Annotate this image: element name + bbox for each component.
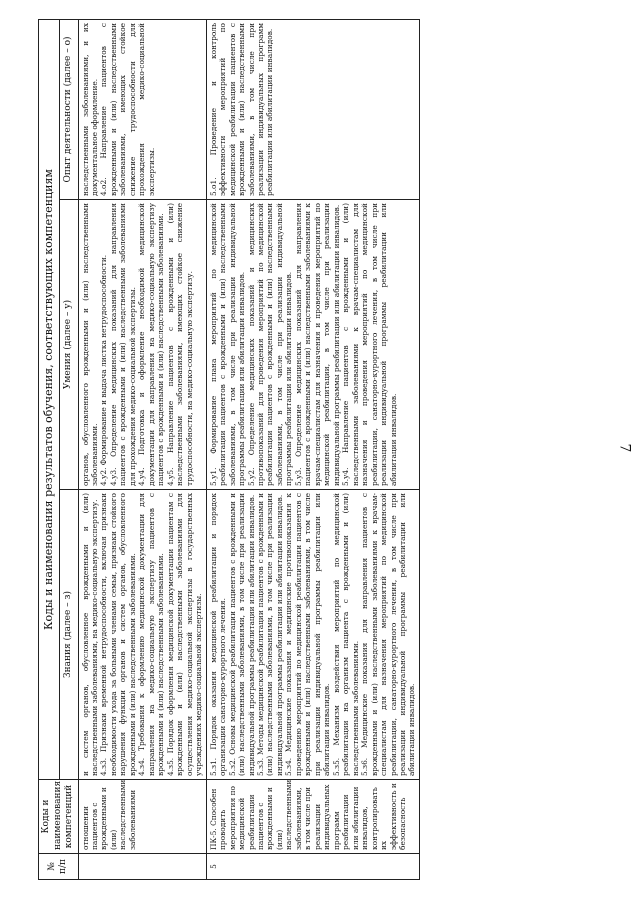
competency-table	[38, 19, 420, 880]
knowledge-item: 5.з3. Методы медицинской реабилитации пациентов с врожденными и (или) наследственными заболеваниями, в том числе при реализации индивидуальной программы реабилитации или абилитации инвалидов.	[255, 493, 284, 776]
page-number: 7	[616, 443, 633, 453]
skill-item: 4.у5. Направление пациентов с врожденными и (или) наследственными заболеваниями, имеющих стойкое снижение трудоспособности, на медико-социальную экспертизу.	[165, 203, 194, 486]
skill-item: 5.у3. Определение медицинских показаний для направления пациентов с врожденными и (или) наследственными заболеваниями к врачам-специалистам для назначения и проведения мероприятий по медицинской реабилитации, в том числе при реализации индивидуальной программы реабилитации или абилитации инвалидов.	[293, 203, 341, 486]
header-results: Коды и наименования результатов обучения, соответствующих компетенциям	[39, 19, 60, 779]
knowledge-item: 5.з1. Порядок оказания медицинской реабилитации и порядок организации санаторно-курортного лечения.	[208, 493, 228, 776]
header-experience: Опыт деятельности (далее – о)	[60, 19, 78, 199]
competency-cell: ПК-5. Способен проводить мероприятия по медицинской реабилитации пациентов с врожденными и (или) наследственными заболеваниями, в том числе при реализации индивидуальных программ реабилитации или абилитации инвалидов, контролировать их эффективность и безопасность	[206, 780, 419, 854]
knowledge-item: 4.з3. Признаки временной нетрудоспособности, включая признаки необходимости ухода за больными членами семьи, признаки стойкого нарушения функции органов и систем органов, обусловленного врожденными и (или) наследственными заболеваниями.	[99, 493, 137, 776]
skill-item: 5.у1. Формирование плана мероприятий по медицинской реабилитации пациентов с врожденными и (или) наследственными заболеваниями, в том числе при реализации индивидуальной программы реабилитации или абилитации инвалидов.	[208, 203, 247, 486]
header-knowledge: Знания (далее – з)	[60, 490, 78, 780]
table-row	[206, 19, 419, 879]
knowledge-item: и систем органов, обусловленное врожденными и (или) наследственными заболеваниями, на медико-социальную экспертизу.	[80, 493, 100, 776]
experience-item: 4.о2. Направление пациентов с врожденными и (или) наследственными заболеваниями, имеющих стойкое снижение трудоспособности для прохождения медико-социальной экспертизы.	[99, 22, 156, 196]
knowledge-item: 5.з4. Медицинские показания и медицинские противопоказания к проведению мероприятий по медицинской реабилитации пациентов с врожденными и (или) наследственными заболеваниями, в том числе при реализации индивидуальной программы реабилитации или абилитации инвалидов.	[284, 493, 332, 776]
experience-item: наследственными заболеваниями, и их документальное оформление.	[80, 22, 100, 196]
header-skills: Умения (далее – у)	[60, 200, 78, 490]
table-row	[78, 19, 206, 879]
knowledge-item: 5.з2. Основы медицинской реабилитации пациентов с врожденными и (или) наследственными заболеваниями, в том числе при реализации индивидуальной программы реабилитации или абилитации инвалидов.	[227, 493, 256, 776]
row-number	[78, 854, 206, 880]
knowledge-cell	[78, 490, 206, 780]
experience-cell	[206, 19, 419, 199]
knowledge-cell	[206, 490, 419, 780]
skill-item: органов, обусловленного врожденными и (или) наследственными заболеваниями.	[80, 203, 100, 486]
skills-cell	[78, 200, 206, 490]
knowledge-item: 4.з4. Требования к оформлению медицинской документации для направления на медико-социальную экспертизу пациентов с врожденными и (или) наследственными заболеваниями.	[137, 493, 166, 776]
experience-item: 5.о1. Проведение и контроль эффективности мероприятий по медицинской реабилитации пациентов с врожденными и (или) наследственными заболеваниями, в том числе при реализации индивидуальных программ реабилитации или абилитации инвалидов.	[208, 22, 275, 196]
header-codes: Коды и наименования компетенций	[39, 780, 79, 854]
row-number: 5	[206, 854, 419, 880]
skill-item: 4.у4. Подготовка и оформление необходимой медицинской документации для направления на медико-социальную экспертизу пациентов с врожденными и (или) наследственными заболеваниями.	[137, 203, 166, 486]
skill-item: 4.у2. Формирование и выдача листка нетрудоспособности.	[99, 254, 109, 486]
skill-item: 5.у2. Определение медицинских показаний и медицинских противопоказаний для проведения мероприятий по медицинской реабилитации пациентов с врожденными и (или) наследственными заболеваниями, в том числе при реализации индивидуальной программы реабилитации или абилитации инвалидов.	[246, 203, 294, 486]
competency-cell: отношении пациентов с врожденными и (или) наследственными заболеваниями	[78, 780, 206, 854]
rotated-table-sheet	[38, 20, 610, 880]
knowledge-item: 5.з6. Медицинские показания для направления пациентов с врожденными и (или) наследственными заболеваниями к врачам-специалистам для назначения мероприятий по медицинской реабилитации, санаторно-курортного лечения, в том числе при реализации индивидуальной программы реабилитации или абилитации инвалидов.	[360, 493, 417, 776]
skill-item: 4.у3. Определение медицинских показаний для направления пациентов с врожденными и (или) наследственными заболеваниями для прохождения медико-социальной экспертизы.	[108, 203, 137, 486]
experience-cell	[78, 19, 206, 199]
header-num: № п/п	[39, 854, 79, 880]
skills-cell	[206, 200, 419, 490]
knowledge-item: 4.з5. Порядок оформления медицинской документации пациентам с врожденными и (или) наследственными заболеваниями для осуществления медико-социальной экспертизы в государственных учреждениях медико-социальной экспертизы.	[165, 493, 204, 776]
knowledge-item: 5.з5. Механизм воздействия мероприятий по медицинской реабилитации на организм пациента с врожденными и (или) наследственными заболеваниями.	[331, 493, 360, 776]
skill-item: 5.у4. Направление пациентов с врожденными и (или) наследственными заболеваниями к врачам-специалистам для назначения и проведения мероприятий по медицинской реабилитации, санаторно-курортного лечения, в том числе при реализации индивидуальной программы реабилитации или абилитации инвалидов.	[341, 203, 398, 486]
